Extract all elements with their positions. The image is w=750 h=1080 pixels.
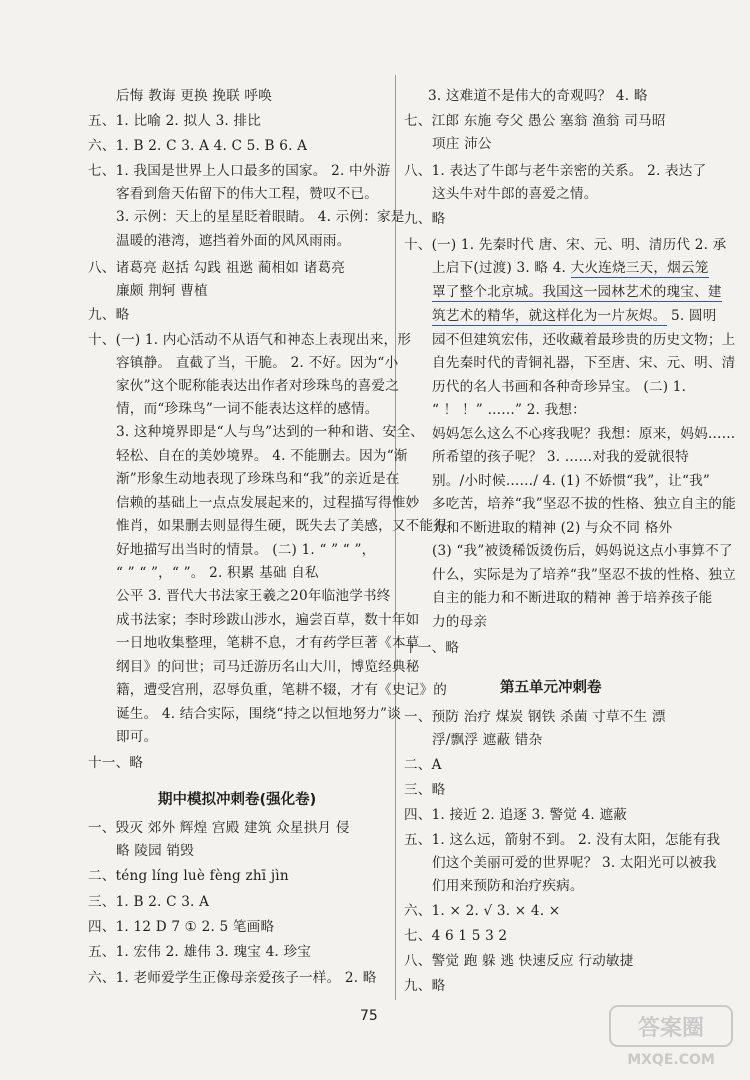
text-line: 九、略 (404, 978, 446, 994)
text-line: 六、1. × 2. √ 3. × 4. × (404, 903, 561, 919)
text-line: 三、略 (404, 782, 446, 798)
text-line: 八、1. 表达了牛郎与老牛亲密的关系。 2. 表达了 (404, 163, 707, 179)
text-line: 别。/小时候……/ 4. (1) 不娇惯“我”，让“我” (432, 473, 711, 489)
text-line: 诞生。 4. 结合实际，围绕“持之以恒地努力”谈 (116, 706, 401, 722)
midterm-section-title: 期中模拟冲刺卷(强化卷) (158, 792, 317, 808)
text-line: 五、1. 宏伟 2. 雄伟 3. 瑰宝 4. 珍宝 (88, 944, 312, 960)
text-line: 容镇静。 直截了当，干脆。 2. 不好。因为“小 (116, 355, 399, 371)
text-line: 什么，实际是为了培养“我”坚忍不拔的性格、独立 (432, 567, 736, 583)
text-line: 十、(一) 1. 内心活动不从语气和神态上表现出来，形 (88, 332, 412, 348)
text-line: 廉颇 荆轲 曹植 (116, 283, 208, 299)
text-line: 客看到詹天佑留下的伟大工程，赞叹不已。 (116, 186, 379, 202)
pinyin-line: 二、téng líng luè fèng zhī jìn (88, 868, 289, 884)
text-line: “ ！ ！” ……” 2. 我想： (432, 402, 586, 418)
page-number: 75 (360, 1008, 378, 1024)
text-line (432, 306, 717, 326)
text-line: 好地描写出当时的情景。 (二) 1. “ ” “ ”， (116, 542, 376, 558)
text-line: 信赖的基础上一点点发展起来的，过程描写得惟妙 (116, 495, 420, 511)
text-line: 项庄 沛公 (432, 136, 492, 152)
text-line: 妈妈怎么这么不心疼我呢？我想：原来，妈妈…… (432, 426, 736, 442)
text-line: 温暖的港湾，遮挡着外面的风风雨雨。 (116, 233, 351, 249)
text-line: “ ” “ ”，“ ”。 2. 积累 基础 自私 (116, 565, 319, 581)
text-line: 3. 这种境界即是“人与鸟”达到的一种和谐、安全、 (116, 424, 425, 440)
text-line: 九、略 (88, 307, 130, 323)
text-line: 后悔 教诲 更换 挽联 呼唤 (116, 88, 273, 104)
text-line: 五、1. 这么远，箭射不到。 2. 没有太阳，怎能有我 (404, 832, 721, 848)
underlined-answer: 筑艺术的精华，就这样化为一片灰烬。 (432, 308, 667, 324)
text-line: 情，而“珍珠鸟”一词不能表达这样的感情。 (116, 401, 379, 417)
text-line: 惟肖，如果删去则显得生硬，既失去了美感，又不能很 (116, 518, 448, 534)
text-line: 公平 3. 晋代大书法家王羲之20年临池学书终 (116, 588, 391, 604)
text-line: 所希望的孩子呢？ 3. ……对我的爱就很特 (432, 449, 689, 465)
text-line: 二、A (404, 757, 442, 773)
text-line: 成书法家；李时珍跋山涉水，遍尝百草，数十年如 (116, 612, 420, 628)
text-line: 渐”形象生动地表现了珍珠鸟和“我”的亲近是在 (116, 471, 400, 487)
text-line: 浮/飘浮 遮蔽 错杂 (432, 732, 543, 748)
text-line: 九、略 (404, 211, 446, 227)
text-span: 5. 圆明 (666, 308, 717, 324)
watermark-text-bottom: MXQE.COM (627, 1052, 715, 1068)
text-line: 即可。 (116, 729, 158, 745)
text-line: 七、江郎 东施 夸父 愚公 塞翁 渔翁 司马昭 (404, 113, 666, 129)
text-line: 力和不断进取的精神 (2) 与众不同 格外 (432, 520, 673, 536)
text-line: 六、1. 老师爱学生正像母亲爱孩子一样。 2. 略 (88, 970, 377, 986)
text-line: 七、1. 我国是世界上人口最多的国家。 2. 中外游 (88, 163, 391, 179)
text-line: 六、1. B 2. C 3. A 4. C 5. B 6. A (88, 138, 308, 154)
underlined-answer: 大火连烧三天，烟云笼 (570, 260, 709, 276)
text-line: 五、1. 比喻 2. 拟人 3. 排比 (88, 113, 262, 129)
text-line: 四、1. 12 D 7 ① 2. 5 笔画略 (88, 919, 275, 935)
text-line: 这头牛对牛郎的喜爱之情。 (432, 186, 598, 202)
text-line: 四、1. 接近 2. 追逐 3. 警觉 4. 遮蔽 (404, 807, 628, 823)
text-line: 三、1. B 2. C 3. A (88, 894, 210, 910)
text-line: 力的母亲 (432, 614, 488, 630)
text-line: 七、4 6 1 5 3 2 (404, 928, 508, 944)
text-line (432, 258, 709, 278)
text-line: 家伙”这个昵称能表达出作者对珍珠鸟的喜爱之 (116, 378, 400, 394)
text-line: 历代的名人书画和各种奇珍异宝。 (二) 1. (432, 379, 687, 395)
text-line: 3. 这难道不是伟大的奇观吗？ 4. 略 (428, 88, 648, 104)
text-line: 一、预防 治疗 煤炭 钢铁 杀菌 寸草不生 漂 (404, 709, 666, 725)
watermark-text-top: 答案圈 (637, 1016, 705, 1041)
text-line: 们这个美丽可爱的世界呢？ 3. 太阳光可以被我 (432, 855, 717, 871)
text-line: 十一、略 (88, 755, 144, 771)
text-line: 纲目》的问世；司马迁游历名山大川，博览经典秘 (116, 659, 420, 675)
text-line: 十一、略 (404, 640, 460, 656)
text-line: 八、诸葛亮 赵括 勾践 祖逖 蔺相如 诸葛亮 (88, 260, 346, 276)
text-line: 十、(一) 1. 先秦时代 唐、宋、元、明、清历代 2. 承 (404, 237, 727, 253)
text-line: 一日地收集整理，笔耕不息，才有药学巨著《本草 (116, 635, 420, 651)
text-line: 籍，遭受宫刑，忍辱负重，笔耕不辍，才有《史记》的 (116, 682, 448, 698)
text-span: 上启下(过渡) 3. 略 4. (432, 260, 571, 276)
text-line: 3. 示例：天上的星星眨着眼睛。 4. 示例：家是 (116, 209, 405, 225)
text-line: 们用来预防和治疗疾病。 (432, 878, 584, 894)
text-line (432, 282, 722, 302)
unit5-section-title: 第五单元冲刺卷 (500, 680, 602, 696)
text-line: 园不但建筑宏伟，还收藏着最珍贵的历史文物；上 (432, 332, 736, 348)
text-line: 自先秦时代的青铜礼器，下至唐、宋、元、明、清 (432, 355, 736, 371)
text-line: 一、毁灭 郊外 辉煌 宫殿 建筑 众星拱月 侵 (88, 820, 350, 836)
text-line: (3) “我”被烫稀饭烫伤后，妈妈说这点小事算不了 (432, 543, 733, 559)
underlined-answer: 罩了整个北京城。我国这一园林艺术的瑰宝、建 (432, 284, 722, 300)
text-line: 多吃苦，培养“我”坚忍不拔的性格、独立自主的能 (432, 496, 736, 512)
text-line: 轻松、自在的美妙境界。 4. 不能删去。因为“渐 (116, 448, 408, 464)
watermark-logo (606, 1000, 736, 1072)
text-line: 自主的能力和不断进取的精神 善于培养孩子能 (432, 590, 713, 606)
text-line: 略 陵园 销毁 (116, 843, 195, 859)
text-line: 八、警觉 跑 躲 逃 快速反应 行动敏捷 (404, 953, 634, 969)
